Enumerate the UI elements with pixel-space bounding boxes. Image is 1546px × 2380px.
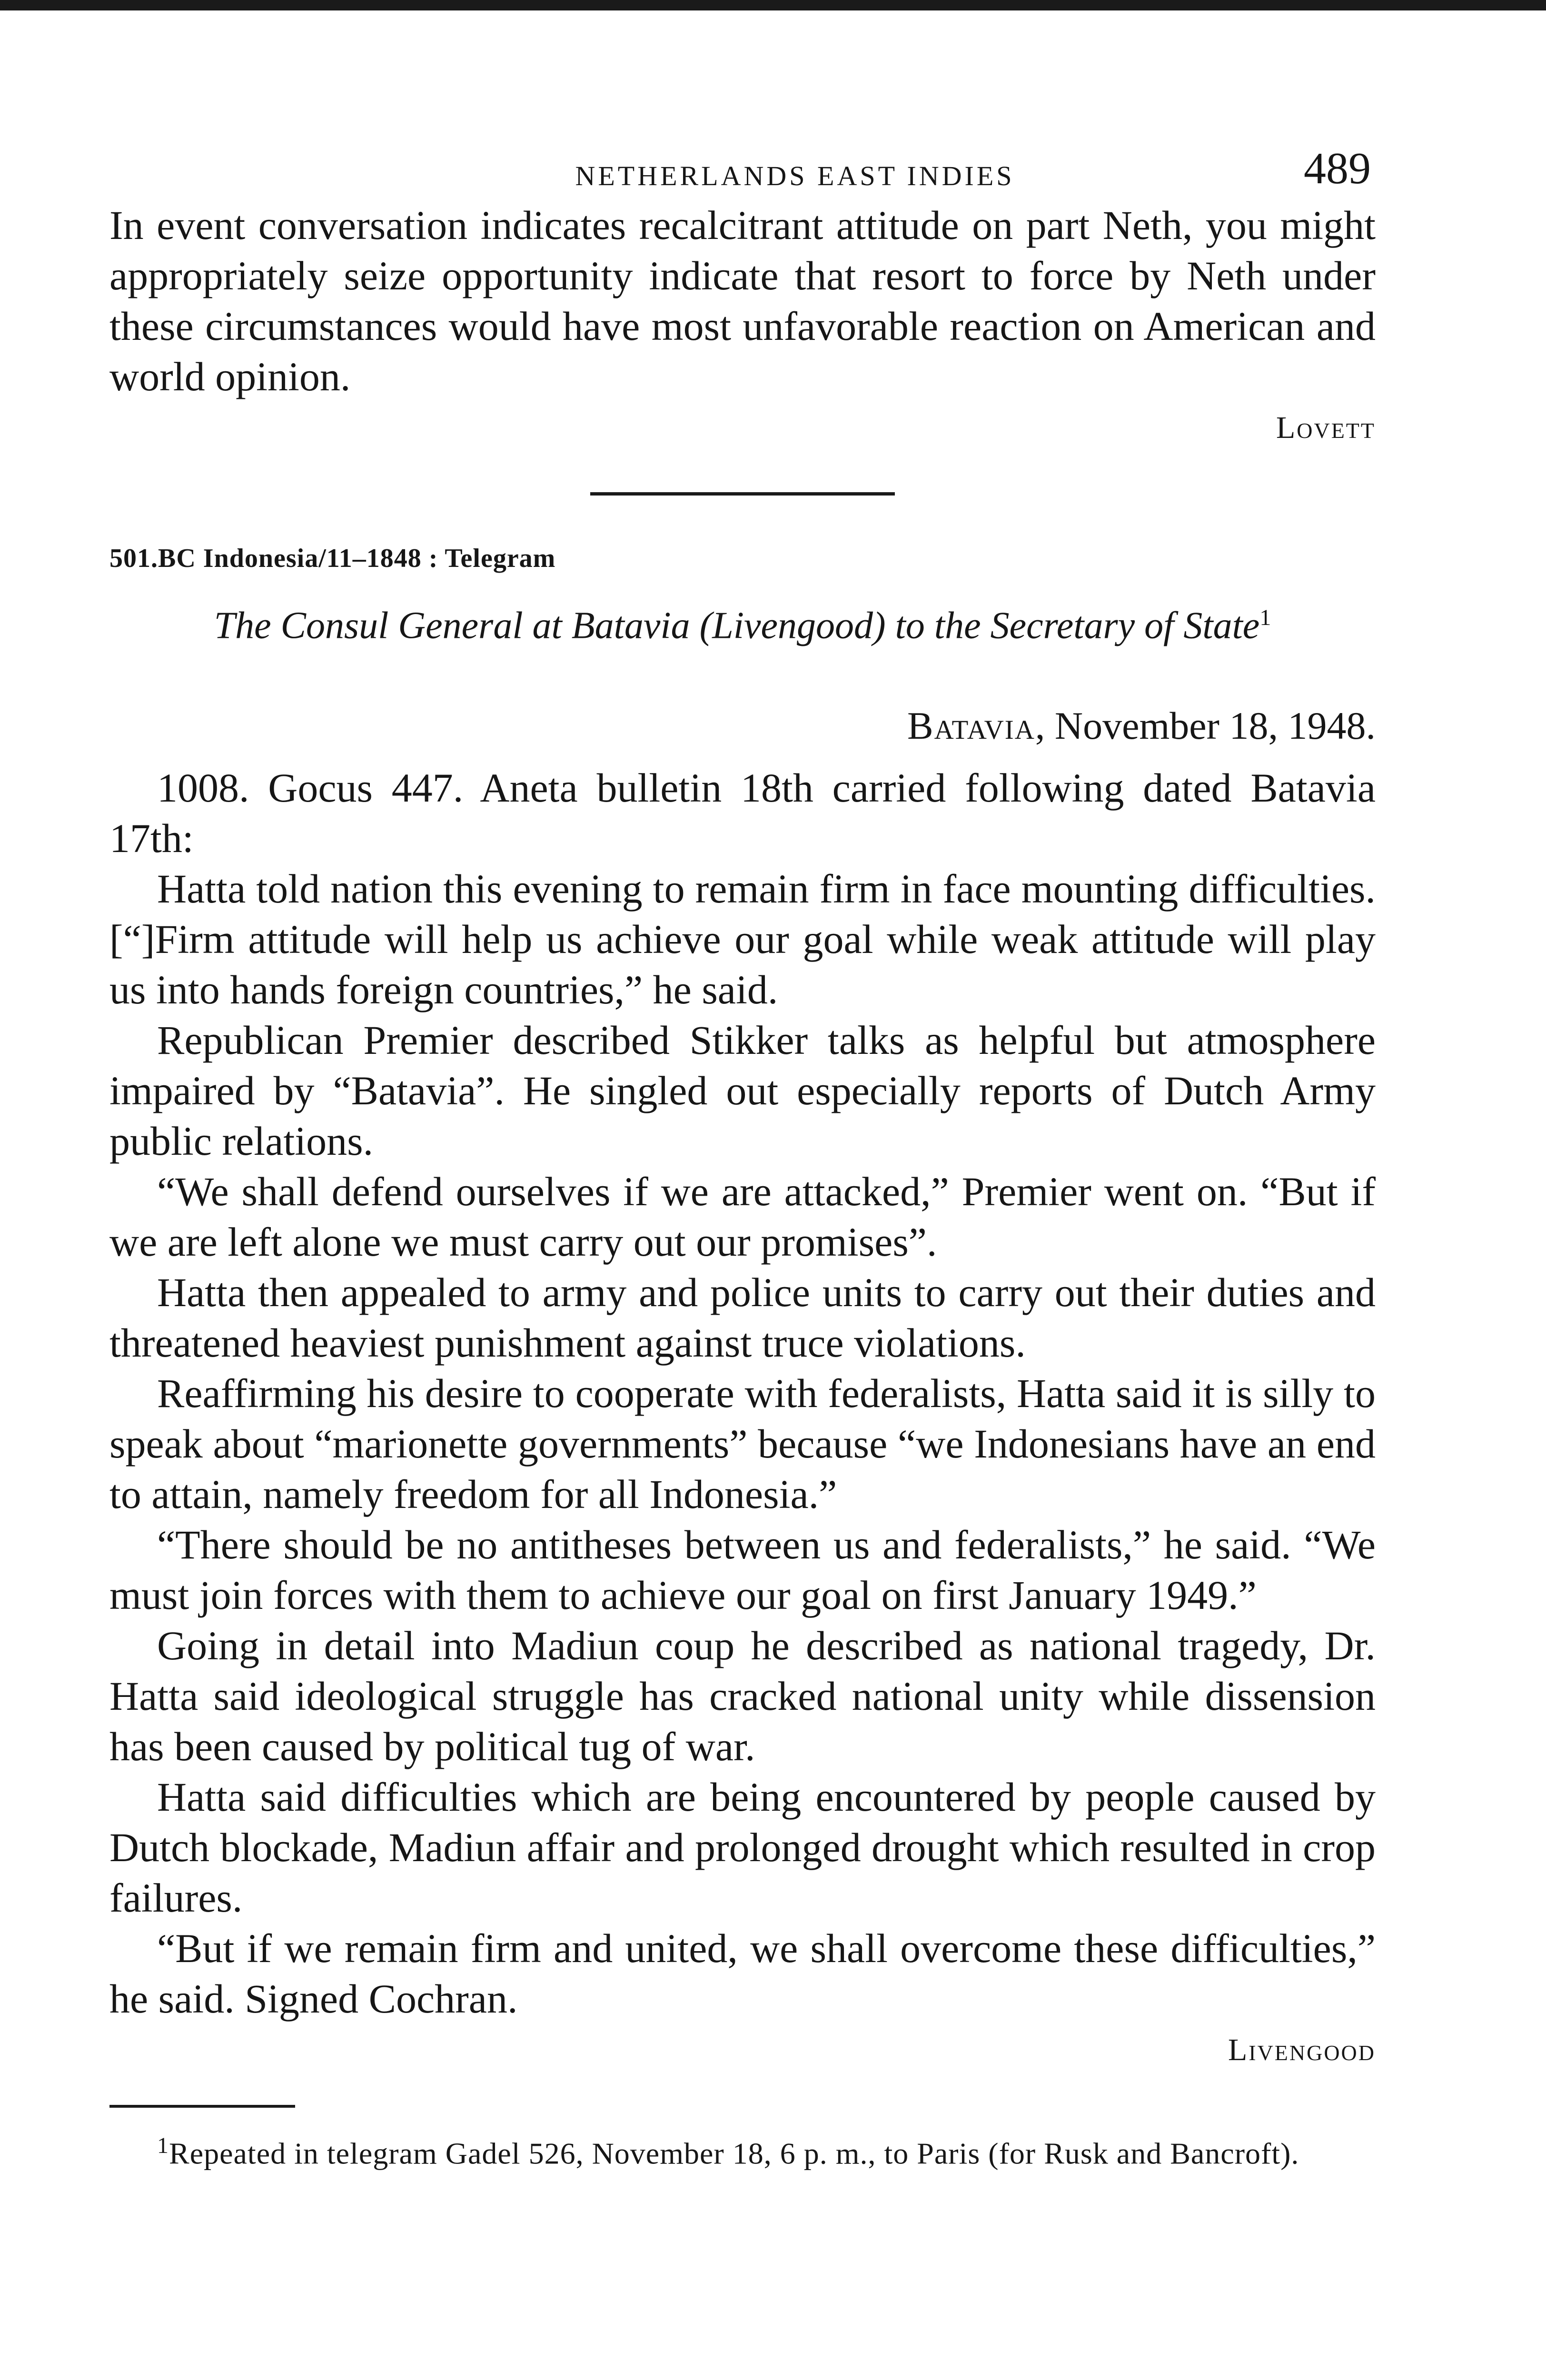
telegram-paragraph-6: Reaffirming his desire to cooperate with federalists, Hatta said it is silly to speak about “marionette governments” because “we Indonesians have an end to attain, namely freedom for all Indonesia.” bbox=[109, 1370, 1376, 1517]
telegram-paragraph-4: “We shall defend ourselves if we are attacked,” Premier went on. “But if we are left alone we must carry out our promises”. bbox=[109, 1168, 1376, 1265]
top-border-rule bbox=[0, 0, 1546, 10]
dateline bbox=[109, 704, 1376, 748]
footnote bbox=[109, 2127, 1376, 2172]
page-number: 489 bbox=[1304, 144, 1371, 193]
telegram-paragraph-8: Going in detail into Madiun coup he described as national tragedy, Dr. Hatta said ideological struggle has cracked national unity while dissension has been caused by political tug of war. bbox=[109, 1622, 1376, 1769]
telegram-paragraph-7: “There should be no antitheses between us and federalists,” he said. “We must join forces with them to achieve our goal on first January 1949.” bbox=[109, 1521, 1376, 1618]
document-title-text: The Consul General at Batavia (Livengood) to the Secretary of State bbox=[214, 605, 1260, 647]
document-page bbox=[109, 143, 1376, 2172]
title-footnote-mark: 1 bbox=[1259, 605, 1271, 630]
footnote-mark: 1 bbox=[157, 2132, 169, 2158]
signature-lovett: Lovett bbox=[1276, 410, 1376, 445]
dateline-date: , November 18, 1948. bbox=[1035, 704, 1376, 747]
telegram-paragraph-3: Republican Premier described Stikker talks as helpful but atmosphere impaired by “Batavia”. He singled out especially reports of Dutch Army public relations. bbox=[109, 1017, 1376, 1164]
telegram-paragraph-5: Hatta then appealed to army and police units to carry out their duties and threatened heaviest punishment against truce violations. bbox=[109, 1269, 1376, 1366]
telegram-paragraph-2: Hatta told nation this evening to remain firm in face mounting difficulties. [“]Firm attitude will help us achieve our goal while weak attitude will play us into hands foreign countries,” he said. bbox=[109, 865, 1376, 1012]
document-title bbox=[109, 593, 1376, 651]
footnote-divider bbox=[109, 2105, 295, 2108]
telegram-paragraph-1: 1008. Gocus 447. Aneta bulletin 18th carried following dated Batavia 17th: bbox=[109, 764, 1376, 861]
running-header bbox=[109, 143, 1376, 200]
dateline-place: Batavia bbox=[907, 704, 1035, 747]
document-file-reference: 501.BC Indonesia/11–1848 : Telegram bbox=[109, 544, 556, 573]
continuation-paragraph: In event conversation indicates recalcitrant attitude on part Neth, you might appropriately seize opportunity indicate that resort to force by Neth under these circumstances would have most unfavorable reaction on American and world opinion. bbox=[109, 202, 1376, 399]
section-divider bbox=[590, 492, 895, 496]
footnote-text: Repeated in telegram Gadel 526, November 18, 6 p. m., to Paris (for Rusk and Bancroft). bbox=[169, 2136, 1299, 2170]
telegram-paragraph-9: Hatta said difficulties which are being encountered by people caused by Dutch blockade, Madiun affair and prolonged drought which resulted in crop failures. bbox=[109, 1774, 1376, 1921]
running-title: NETHERLANDS EAST INDIES bbox=[575, 160, 1015, 191]
signature-livengood: Livengood bbox=[1228, 2032, 1376, 2067]
telegram-paragraph-10: “But if we remain firm and united, we shall overcome these difficulties,” he said. Signed Cochran. bbox=[109, 1925, 1376, 2022]
